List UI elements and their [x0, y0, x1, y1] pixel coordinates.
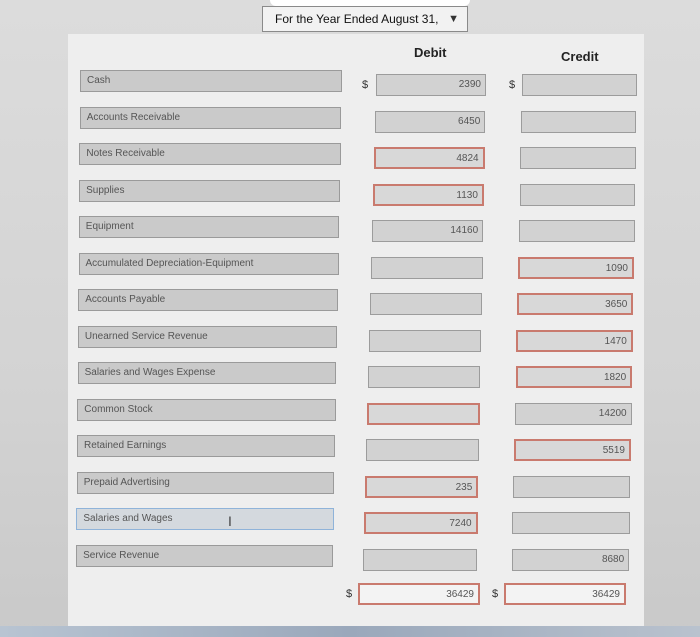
total-credit-field[interactable]: 36429 [504, 583, 626, 605]
total-debit-dollar-sign: $ [346, 588, 353, 600]
credit-amount-field[interactable] [521, 111, 636, 133]
credit-amount-field[interactable] [513, 476, 630, 498]
taskbar-strip [0, 626, 700, 637]
debit-amount-field[interactable] [367, 403, 480, 425]
total-debit-field[interactable]: 36429 [358, 583, 480, 605]
debit-amount-field[interactable]: 1130 [373, 184, 484, 206]
credit-amount-field[interactable]: 1470 [516, 330, 632, 352]
credit-amount-field[interactable] [520, 184, 636, 206]
debit-column-header: Debit [414, 45, 447, 60]
account-name-field[interactable]: Supplies [79, 180, 340, 202]
debit-amount-field[interactable] [371, 257, 483, 279]
debit-amount-field[interactable] [363, 549, 477, 571]
credit-amount-field[interactable] [512, 512, 629, 534]
account-name-field[interactable]: Service Revenue [76, 545, 333, 567]
debit-amount-field[interactable]: 14160 [372, 220, 483, 242]
account-name-field[interactable]: Accumulated Depreciation-Equipment [79, 253, 339, 275]
account-name-field[interactable]: Salaries and Wages [76, 508, 333, 530]
debit-amount-field[interactable]: 235 [365, 476, 478, 498]
chevron-down-icon: ▼ [448, 13, 459, 25]
credit-amount-field[interactable]: 1820 [516, 366, 633, 388]
text-cursor-icon: I [228, 513, 232, 529]
debit-amount-field[interactable] [366, 439, 479, 461]
account-name-field[interactable]: Retained Earnings [77, 435, 335, 457]
account-name-field[interactable]: Unearned Service Revenue [78, 326, 337, 348]
credit-amount-field[interactable]: 1090 [518, 257, 634, 279]
debit-amount-field[interactable] [370, 293, 482, 315]
total-credit-dollar-sign: $ [492, 588, 499, 600]
period-select-value: For the Year Ended August 31, [275, 12, 439, 26]
debit-amount-field[interactable]: 2390 [376, 74, 486, 96]
credit-amount-field[interactable]: 3650 [517, 293, 633, 315]
account-name-field[interactable]: Common Stock [77, 399, 335, 421]
credit-amount-field[interactable] [522, 74, 637, 96]
account-name-field[interactable]: Cash [80, 70, 342, 92]
debit-amount-field[interactable] [368, 366, 480, 388]
account-name-field[interactable]: Notes Receivable [79, 143, 340, 165]
credit-amount-field[interactable]: 14200 [515, 403, 632, 425]
credit-amount-field[interactable]: 8680 [512, 549, 630, 571]
account-name-field[interactable]: Accounts Receivable [80, 107, 342, 129]
account-name-field[interactable]: Accounts Payable [78, 289, 338, 311]
debit-amount-field[interactable]: 7240 [364, 512, 478, 534]
debit-amount-field[interactable]: 4824 [374, 147, 485, 169]
account-name-field[interactable]: Equipment [79, 216, 339, 238]
account-name-field[interactable]: Salaries and Wages Expense [78, 362, 337, 384]
credit-column-header: Credit [561, 49, 599, 64]
debit-amount-field[interactable] [369, 330, 481, 352]
debit-dollar-sign: $ [362, 79, 369, 91]
credit-amount-field[interactable] [519, 220, 635, 242]
period-select[interactable] [262, 6, 468, 32]
credit-dollar-sign: $ [509, 79, 516, 91]
credit-amount-field[interactable]: 5519 [514, 439, 631, 461]
debit-amount-field[interactable]: 6450 [375, 111, 485, 133]
credit-amount-field[interactable] [520, 147, 635, 169]
account-name-field[interactable]: Prepaid Advertising [77, 472, 335, 494]
